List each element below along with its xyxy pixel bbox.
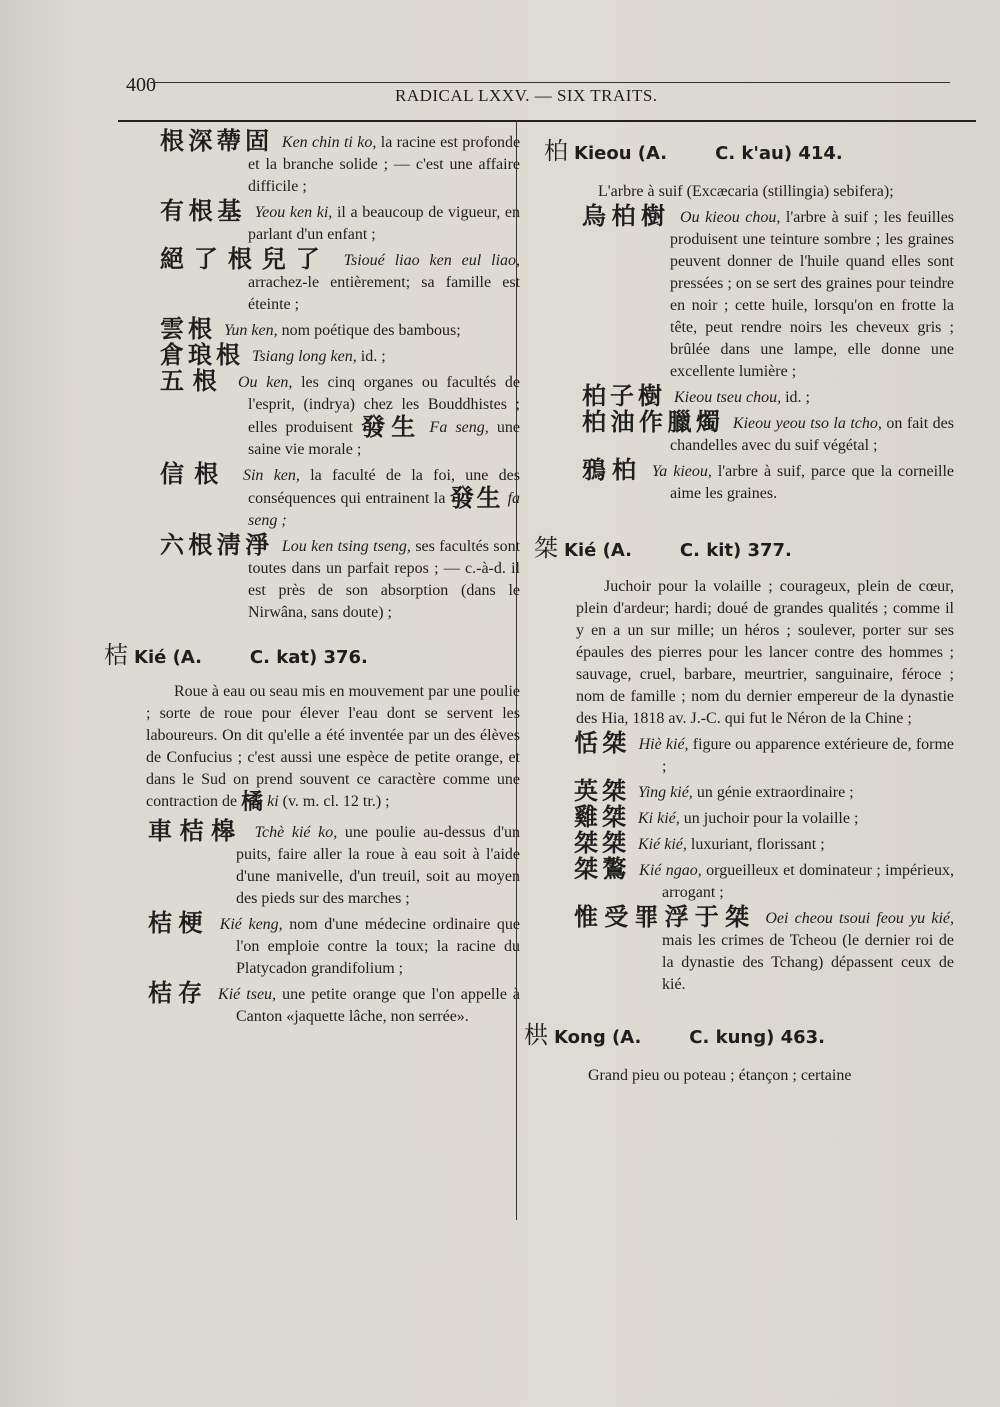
compound-romanization: Hiè kié,: [638, 736, 689, 753]
compound-romanization: Kié kié,: [638, 836, 687, 853]
compound-romanization: Yeou ken ki,: [254, 204, 333, 221]
compound-romanization: Kié ngao,: [639, 862, 702, 879]
compound-hanzi: 英桀: [574, 777, 630, 805]
compound-hanzi: 桔梗: [148, 909, 210, 937]
compound-hanzi: 恬桀: [574, 729, 631, 757]
headword-name: Kong (A.: [554, 1027, 642, 1048]
compound-entry: [574, 777, 954, 805]
compound-hanzi: 有根基: [160, 197, 246, 225]
compound-definition: id. ;: [785, 389, 810, 406]
compound-hanzi-inline: 發生: [361, 413, 422, 441]
entry-definition-kie-377: Juchoir pour la volaille ; courageux, plein de cœur, plein d'ardeur; hardi; doué de grandes qualités ; comme il y en a un sur mille; un héros ; soulever, porter sur ses épaules des pierres pour les lancer contre des hommes ; sauvage, cruel, barbare, meurtrier, sanguinaire, féroce ; nom de famille ; nom du dernier empereur de la dynastie des Hia, 1818 av. J.-C. qui fut le Néron de la Chine ;: [576, 578, 954, 727]
headword-char: 桔: [104, 641, 128, 669]
entry-header-kie-377: [534, 535, 954, 564]
compound-entry: [148, 909, 521, 980]
compound-hanzi: 桀桀: [574, 829, 630, 857]
compound-romanization: Kieou tseu chou,: [674, 389, 782, 406]
headword-code: C. k'au) 414.: [715, 143, 843, 164]
compound-hanzi: 鴉柏: [582, 456, 642, 484]
compound-definition: la faculté de la foi, une des conséquences qui entrainent la: [248, 467, 521, 507]
compound-hanzi: 信根: [160, 460, 229, 488]
compound-entry: [574, 855, 955, 904]
headword-char: 柏: [544, 137, 568, 165]
compound-definition: id. ;: [360, 348, 386, 365]
compound-romanization: Tsioué liao ken eul liao,: [343, 252, 521, 269]
compound-hanzi: 五根: [160, 367, 226, 395]
entry-header-kieou-414: [544, 138, 954, 167]
compound-romanization: Kieou yeou tso la tcho,: [732, 415, 882, 432]
compound-entry: [574, 903, 955, 996]
compound-entry: [148, 817, 521, 910]
compound-definition: l'arbre à suif ; les feuilles produisent une teinture sombre ; les graines peuvent donner de l'huile quand elles sont pressées ; on se sert des graines pour teindre en noir ; cette huile, lorsqu'on en frotte la tête, peut rendre noirs les cheveux gris ; brûlée dans une lampe, elle donne une excellente lumière ;: [670, 209, 955, 380]
compound-romanization: Ying kié,: [638, 784, 693, 801]
compound-romanization-inline: fa seng ;: [248, 490, 521, 529]
compound-definition: figure ou apparence extérieure de, forme ;: [662, 736, 955, 775]
compound-definition: il a beaucoup de vigueur, en parlant d'un enfant ;: [248, 204, 521, 243]
left-column: [104, 127, 521, 1028]
compound-romanization-inline: Fa seng,: [429, 419, 489, 436]
compound-hanzi: 六根淸淨: [160, 531, 274, 559]
compound-romanization: Kié tseu,: [218, 986, 277, 1003]
compound-definition: nom d'une médecine ordinaire que l'on emploie contre la toux; la racine du Platycadon grandifolium ;: [236, 916, 521, 977]
compound-entry: [160, 367, 521, 461]
compound-entry: [574, 803, 954, 831]
compound-hanzi: 桔存: [148, 979, 209, 1007]
compound-hanzi: 根深蔕固: [160, 127, 274, 155]
compound-entry: [148, 979, 521, 1028]
compound-entry: [582, 202, 955, 383]
entry-definition-kong: Grand pieu ou poteau ; étançon ; certaine: [588, 1067, 852, 1084]
compound-definition-end: une saine vie morale ;: [248, 419, 521, 458]
compound-definition: luxuriant, florissant ;: [690, 836, 825, 853]
headword-code: C. kung) 463.: [689, 1027, 825, 1048]
compound-hanzi: 桀鷔: [574, 855, 631, 883]
compound-hanzi: 絕了根兒了: [160, 245, 330, 273]
compound-definition: une petite orange que l'on appelle à Canton «jaquette lâche, non serrée».: [236, 986, 521, 1025]
compound-entry: [160, 127, 521, 198]
compound-definition: l'arbre à suif, parce que la corneille aime les graines.: [670, 463, 955, 502]
entry-definition-kie-376: [146, 681, 520, 814]
compound-definition: les cinq organes ou facultés de l'esprit, (indrya) chez les Bouddhistes ; elles produisent: [248, 374, 521, 436]
compound-definition: une poulie au-dessus d'un puits, faire aller la roue à eau soit à l'aide d'une manivelle, d'un treuil, soit au moyen des pieds sur des marches ;: [236, 824, 521, 907]
compound-romanization: Ki kié,: [638, 810, 680, 827]
compound-definition: on fait des chandelles avec du suif végétal ;: [670, 415, 955, 454]
inline-hanzi: 橘: [241, 790, 264, 815]
compound-romanization: Tsiang long ken,: [252, 348, 357, 365]
compound-entry: [160, 245, 521, 316]
compound-romanization: Ou ken,: [238, 374, 293, 391]
compound-entry: [160, 315, 520, 343]
compound-entry: [574, 729, 955, 778]
compound-list-kie: [110, 817, 521, 1028]
compound-list-kieou: [524, 202, 955, 505]
compound-hanzi: 雲根: [160, 315, 216, 343]
compound-entry: [160, 197, 521, 246]
definition-end: (v. m. cl. 12 tr.) ;: [282, 793, 390, 810]
compound-definition: orgueilleux et dominateur ; impérieux, arrogant ;: [662, 862, 955, 901]
headword-char: 栱: [524, 1021, 548, 1049]
compound-romanization: Tchè kié ko,: [254, 824, 338, 841]
running-title: RADICAL LXXV. — SIX TRAITS.: [395, 86, 658, 105]
right-column: [524, 128, 954, 1087]
compound-list-top: [110, 127, 521, 624]
headword-code: C. kit) 377.: [679, 540, 792, 561]
compound-entry: [160, 460, 521, 532]
headword-name: Kié (A.: [134, 647, 202, 668]
compound-definition: un génie extraordinaire ;: [696, 784, 854, 801]
compound-definition: nom poétique des bambous;: [281, 322, 461, 339]
top-rule: [150, 82, 950, 83]
compound-hanzi: 惟受罪浮于桀: [574, 903, 756, 931]
entry-header-kie-376: [104, 642, 520, 671]
compound-romanization: Ya kieou,: [651, 463, 712, 480]
compound-hanzi: 車桔槔: [148, 817, 243, 845]
compound-hanzi: 柏子樹: [582, 382, 666, 410]
compound-definition: la racine est profonde et la branche solide ; — c'est une affaire difficile ;: [248, 134, 521, 195]
compound-entry: [582, 408, 955, 457]
definition-text: Roue à eau ou seau mis en mouvement par une poulie ; sorte de roue pour élever l'eau dont se servent les laboureurs. On dit qu'elle a été inventée par un des élèves de Confucius ; c'est aussi une espèce de petite orange, et dans le Sud on prend souvent ce caractère comme une contraction de: [146, 683, 520, 810]
compound-hanzi: 烏柏樹: [582, 202, 671, 230]
compound-romanization: Sin ken,: [242, 467, 300, 484]
compound-entry: [582, 456, 955, 505]
headword-code: C. kat) 376.: [249, 647, 368, 668]
compound-romanization: Oei cheou tsoui feou yu kié,: [765, 910, 955, 927]
compound-entry: [582, 382, 954, 410]
compound-entry: [160, 341, 520, 369]
page-number: 400: [126, 74, 156, 96]
compound-romanization: Ken chin ti ko,: [281, 134, 377, 151]
header-rule: [118, 120, 976, 122]
compound-hanzi-inline: 發生: [450, 484, 504, 512]
compound-hanzi: 柏油作臘燭: [582, 408, 725, 436]
headword-char: 桀: [534, 534, 558, 562]
compound-entry: [160, 531, 521, 624]
entry-header-kong-463: [524, 1022, 954, 1051]
headword-name: Kié (A.: [564, 540, 632, 561]
compound-romanization: Kié keng,: [219, 916, 283, 933]
compound-entry: [574, 829, 954, 857]
entry-definition-kieou: L'arbre à suif (Excæcaria (stillingia) sebifera);: [598, 183, 894, 200]
compound-definition: arrachez-le entièrement; sa famille est éteinte ;: [248, 274, 520, 313]
compound-definition: ses facultés sont toutes dans un parfait repos ; — c.-à-d. il est près de son absorption (dans le Nirwâna, sans doute) ;: [248, 538, 521, 621]
inline-romanization: ki: [267, 793, 279, 810]
headword-name: Kieou (A.: [574, 143, 668, 164]
compound-romanization: Ou kieou chou,: [680, 209, 781, 226]
compound-romanization: Yun ken,: [224, 322, 278, 339]
compound-definition: un juchoir pour la volaille ;: [683, 810, 859, 827]
compound-hanzi: 雞桀: [574, 803, 630, 831]
compound-definition: mais les crimes de Tcheou (le dernier roi de la dynastie des Tchang) dépassent ceux de kié.: [662, 932, 954, 993]
compound-list-kie-377: [524, 729, 955, 996]
compound-hanzi: 倉琅根: [160, 341, 244, 369]
compound-romanization: Lou ken tsing tseng,: [281, 538, 411, 555]
